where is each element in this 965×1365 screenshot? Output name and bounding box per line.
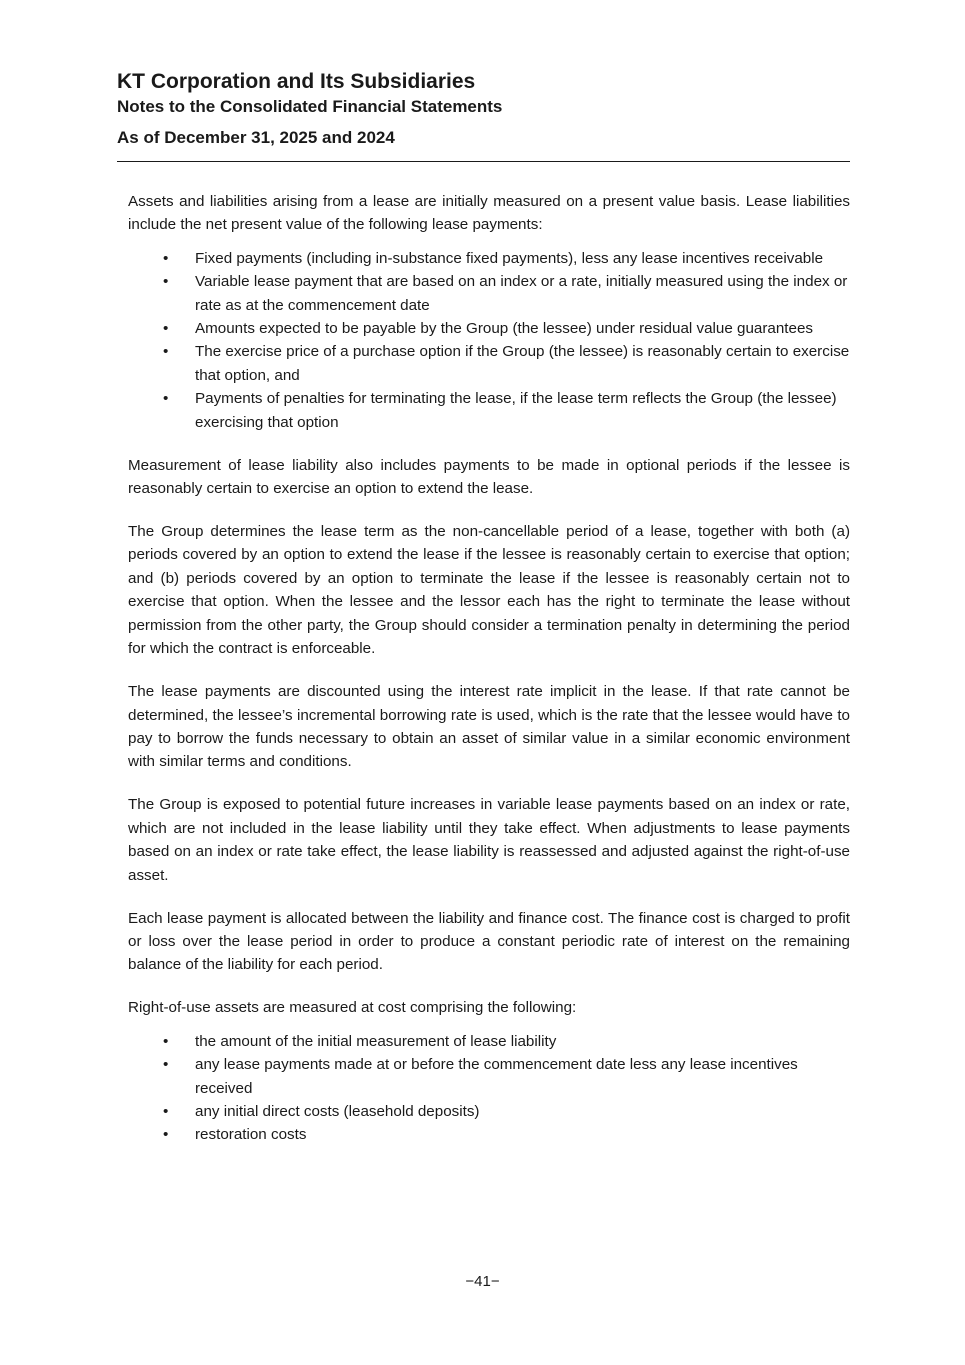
list-item: • The exercise price of a purchase option if the Group (the lessee) is reasonably certain to exercise that option, and xyxy=(128,340,850,387)
bullet-icon: • xyxy=(163,1056,169,1074)
bullet-icon: • xyxy=(163,343,169,361)
bullet-icon: • xyxy=(163,1126,169,1144)
list-item: • restoration costs xyxy=(128,1123,850,1146)
list-item: • Amounts expected to be payable by the Group (the lessee) under residual value guarantees xyxy=(128,317,850,340)
header-divider xyxy=(117,161,850,162)
discount-rate-paragraph: The lease payments are discounted using the interest rate implicit in the lease. If that rate cannot be determined, the lessee’s incremental borrowing rate is used, which is the rate that the lessee would have to pay to borrow the funds necessary to obtain an asset of similar value in a similar economic environment with similar terms and conditions. xyxy=(128,683,850,771)
notes-title: Notes to the Consolidated Financial Statements xyxy=(117,97,503,116)
bullet-icon: • xyxy=(163,273,169,291)
page-number: −41− xyxy=(465,1273,500,1290)
document-body xyxy=(128,190,850,1166)
bullet-icon: • xyxy=(163,1032,169,1050)
lease-term-paragraph: The Group determines the lease term as the non-cancellable period of a lease, together with both (a) periods covered by an option to extend the lease if the lessee is reasonably certain to exercise that option; and (b) periods covered by an option to terminate the lease if the lessee is reasonably certain not to exercise that option. When the lessee and the lessor each has the right to terminate the lease without permission from the other party, the Group should consider a termination penalty in determining the period for which the contract is enforceable. xyxy=(128,523,850,658)
company-title: KT Corporation and Its Subsidiaries xyxy=(117,70,476,93)
list-item: • the amount of the initial measurement of lease liability xyxy=(128,1030,850,1053)
payment-allocation-paragraph: Each lease payment is allocated between the liability and finance cost. The finance cost is charged to profit or loss over the lease period in order to produce a constant periodic rate of interest on the remaining balance of the liability for each period. xyxy=(128,909,850,974)
list-item: • Payments of penalties for terminating the lease, if the lease term reflects the Group (the lessee) exercising that option xyxy=(128,387,850,434)
list-item: • Variable lease payment that are based on an index or a rate, initially measured using the index or rate as at the commencement date xyxy=(128,270,850,317)
list-item: • any lease payments made at or before the commencement date less any lease incentives received xyxy=(128,1053,850,1100)
bullet-icon: • xyxy=(163,249,169,267)
intro-paragraph: Assets and liabilities arising from a lease are initially measured on a present value basis. Lease liabilities include the net present value of the following lease payments: xyxy=(128,193,850,234)
bullet-icon: • xyxy=(163,1102,169,1120)
variable-payments-paragraph: The Group is exposed to potential future increases in variable lease payments based on an index or rate, which are not included in the lease liability until they take effect. When adjustments to lease payments based on an index or rate take effect, the lease liability is reassessed and adjusted against the right-of-use asset. xyxy=(128,796,850,884)
lease-payments-list xyxy=(128,247,850,434)
list-item: • Fixed payments (including in-substance fixed payments), less any lease incentives receivable xyxy=(128,247,850,270)
rou-assets-intro-paragraph: Right-of-use assets are measured at cost comprising the following: xyxy=(128,999,577,1017)
bullet-icon: • xyxy=(163,390,169,408)
list-item: • any initial direct costs (leasehold deposits) xyxy=(128,1100,850,1123)
document-header xyxy=(117,68,850,149)
period-title: As of December 31, 2025 and 2024 xyxy=(117,128,395,147)
rou-assets-list xyxy=(128,1030,850,1147)
optional-periods-paragraph: Measurement of lease liability also includes payments to be made in optional periods if the lessee is reasonably certain to exercise an option to extend the lease. xyxy=(128,456,850,498)
bullet-icon: • xyxy=(163,320,169,338)
